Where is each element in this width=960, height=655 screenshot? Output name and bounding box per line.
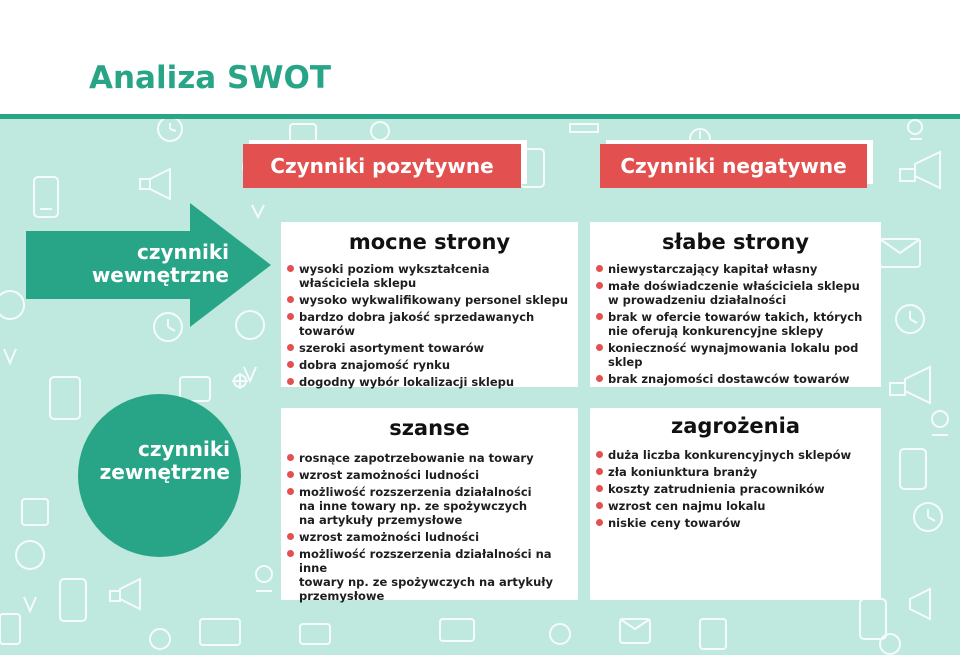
opportunities-box [281, 408, 578, 603]
list-item: dobra znajomość rynku [287, 358, 578, 372]
bullet-icon [596, 344, 603, 351]
bullet-icon [596, 485, 603, 492]
bullet-icon [287, 296, 294, 303]
threats-box [590, 408, 881, 600]
list-item: brak znajomości dostawców towarów [596, 372, 881, 386]
bullet-icon [287, 454, 294, 461]
list-item: możliwość rozszerzenia działalności na inne towary np. ze spożywczych na artykuły przemysłowe [287, 485, 578, 527]
list-item: wysoki poziom wykształcenia właściciela sklepu [287, 262, 578, 290]
list-item: konieczność wynajmowania lokalu pod sklep [596, 341, 881, 369]
strengths-title: mocne strony [348, 230, 511, 254]
list-item: dogodny wybór lokalizacji sklepu [287, 375, 578, 389]
list-item: brak w ofercie towarów takich, których nie oferują konkurencyjne sklepy [596, 310, 881, 338]
bullet-icon [596, 313, 603, 320]
header [0, 0, 960, 114]
list-item: małe doświadczenie właściciela sklepu w prowadzeniu działalności [596, 279, 881, 307]
bullet-icon [596, 265, 603, 272]
row-label-external: czynniki zewnętrzne [99, 437, 230, 484]
bullet-icon [287, 361, 294, 368]
bullet-icon [287, 488, 294, 495]
list-item: koszty zatrudnienia pracowników [596, 482, 851, 496]
column-header-negative: Czynniki negatywne [600, 144, 867, 188]
bullet-icon [596, 451, 603, 458]
list-item: niewystarczający kapitał własny [596, 262, 881, 276]
opportunities-title: szanse [389, 416, 470, 440]
list-item: duża liczba konkurencyjnych sklepów [596, 448, 851, 462]
list-item: wysoko wykwalifikowany personel sklepu [287, 293, 578, 307]
row-label-internal: czynniki wewnętrzne [91, 240, 229, 287]
list-item: możliwość rozszerzenia działalności na inne towary np. ze spożywczych na artykuły przemysłowe [287, 547, 578, 603]
bullet-icon [287, 378, 294, 385]
bullet-icon [287, 533, 294, 540]
threats-list [596, 448, 851, 533]
list-item: wzrost zamożności ludności [287, 468, 578, 482]
weaknesses-title: słabe strony [661, 230, 809, 254]
threats-title: zagrożenia [671, 414, 800, 438]
bullet-icon [287, 344, 294, 351]
bullet-icon [596, 502, 603, 509]
bullet-icon [287, 471, 294, 478]
list-item: bardzo dobra jakość sprzedawanych towarów [287, 310, 578, 338]
bullet-icon [287, 265, 294, 272]
list-item: rosnące zapotrzebowanie na towary [287, 451, 578, 465]
strengths-list [287, 262, 578, 392]
list-item: niskie ceny towarów [596, 516, 851, 530]
bullet-icon [596, 282, 603, 289]
list-item: zła koniunktura branży [596, 465, 851, 479]
bullet-icon [596, 468, 603, 475]
weaknesses-box [590, 222, 881, 387]
list-item: wzrost cen najmu lokalu [596, 499, 851, 513]
opportunities-list [287, 451, 578, 606]
bullet-icon [287, 550, 294, 557]
page-title: Analiza SWOT [89, 60, 332, 96]
bullet-icon [596, 519, 603, 526]
list-item: szeroki asortyment towarów [287, 341, 578, 355]
list-item: wzrost zamożności ludności [287, 530, 578, 544]
bullet-icon [596, 375, 603, 382]
strengths-box [281, 222, 578, 387]
column-header-positive: Czynniki pozytywne [243, 144, 521, 188]
bullet-icon [287, 313, 294, 320]
weaknesses-list [596, 262, 881, 389]
